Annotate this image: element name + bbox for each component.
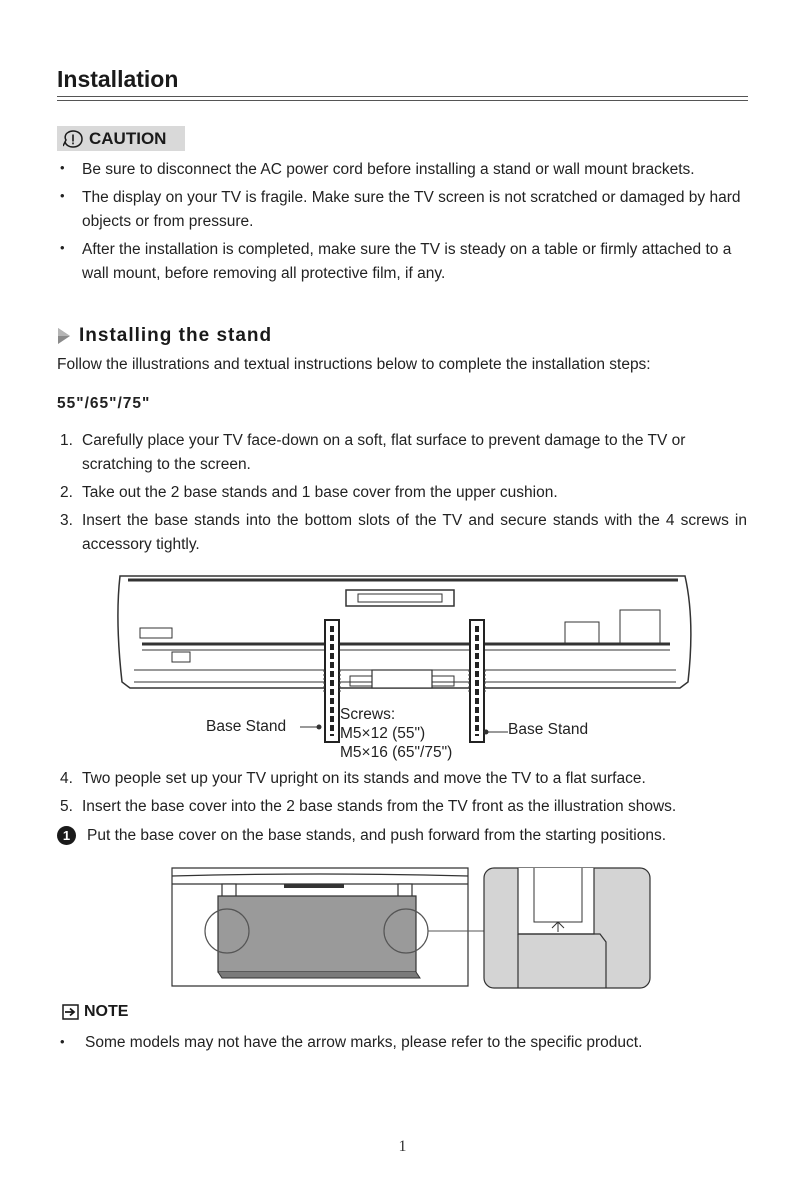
list-item [57, 767, 747, 791]
triangle-arrow-icon [57, 327, 71, 345]
base-stand-label-right: Base Stand [508, 721, 589, 738]
note-item [57, 1034, 642, 1052]
page-title: Installation [57, 66, 179, 92]
caution-item-text: After the installation is completed, make sure the TV is steady on a table or firmly attached to a wall mount, before removing all protective film, if any. [82, 241, 732, 282]
screws-size-65-75: M5×16 (65"/75") [340, 744, 453, 761]
base-stand-label-left: Base Stand [206, 718, 287, 735]
caution-item [57, 238, 747, 286]
steps-list-a [57, 429, 747, 561]
note-icon [62, 1004, 79, 1020]
list-item [57, 429, 747, 477]
caution-item [57, 158, 747, 182]
base-cover-diagram [170, 866, 652, 990]
caution-badge [57, 126, 185, 151]
list-item [57, 481, 747, 505]
list-item [57, 795, 747, 819]
step-text: Two people set up your TV upright on its stands and move the TV to a flat surface. [82, 770, 646, 787]
step-text: Carefully place your TV face-down on a soft, flat surface to prevent damage to the TV or scratching to the screen. [82, 432, 686, 473]
step-text: Take out the 2 base stands and 1 base cover from the upper cushion. [82, 484, 558, 501]
step-number: 5. [60, 798, 73, 815]
section-title: Installing the stand [79, 325, 273, 346]
screws-size-55: M5×12 (55") [340, 725, 426, 742]
screws-label [340, 705, 452, 762]
substep-row [57, 826, 666, 845]
step-number: 3. [60, 512, 73, 529]
screws-title: Screws: [340, 706, 396, 723]
list-item [57, 509, 747, 557]
caution-item-text: Be sure to disconnect the AC power cord before installing a stand or wall mount brackets. [82, 161, 695, 178]
page-number: 1 [398, 1138, 407, 1155]
bullet-dot: • [60, 240, 65, 255]
caution-item [57, 186, 747, 234]
step-text: Insert the base stands into the bottom slots of the TV and secure stands with the 4 screws in accessory tightly. [82, 512, 747, 553]
bullet-dot: • [60, 188, 65, 203]
substep-text: Put the base cover on the base stands, and push forward from the starting positions. [87, 826, 667, 844]
bullet-dot: • [60, 1034, 65, 1049]
step-number-badge: 1 [57, 826, 76, 845]
steps-list-b [57, 767, 747, 823]
caution-item-text: The display on your TV is fragile. Make sure the TV screen is not scratched or damaged by hard objects or from pressure. [82, 189, 741, 230]
note-item-text: Some models may not have the arrow marks, please refer to the specific product. [85, 1034, 643, 1051]
model-sizes: 55"/65"/75" [57, 395, 151, 412]
caution-icon [63, 130, 83, 148]
title-rule-bottom [57, 100, 748, 101]
bullet-dot: • [60, 160, 65, 175]
caution-list [57, 158, 747, 290]
step-number: 2. [60, 484, 73, 501]
note-heading [62, 1003, 128, 1021]
step-number: 4. [60, 770, 73, 787]
section-heading [57, 325, 272, 347]
note-label: NOTE [84, 1003, 129, 1020]
title-rule-top [57, 96, 748, 97]
step-text: Insert the base cover into the 2 base stands from the TV front as the illustration shows. [82, 798, 677, 815]
step-number: 1. [60, 432, 73, 449]
section-intro: Follow the illustrations and textual instructions below to complete the installation steps: [57, 356, 651, 373]
caution-label: CAUTION [89, 128, 167, 148]
